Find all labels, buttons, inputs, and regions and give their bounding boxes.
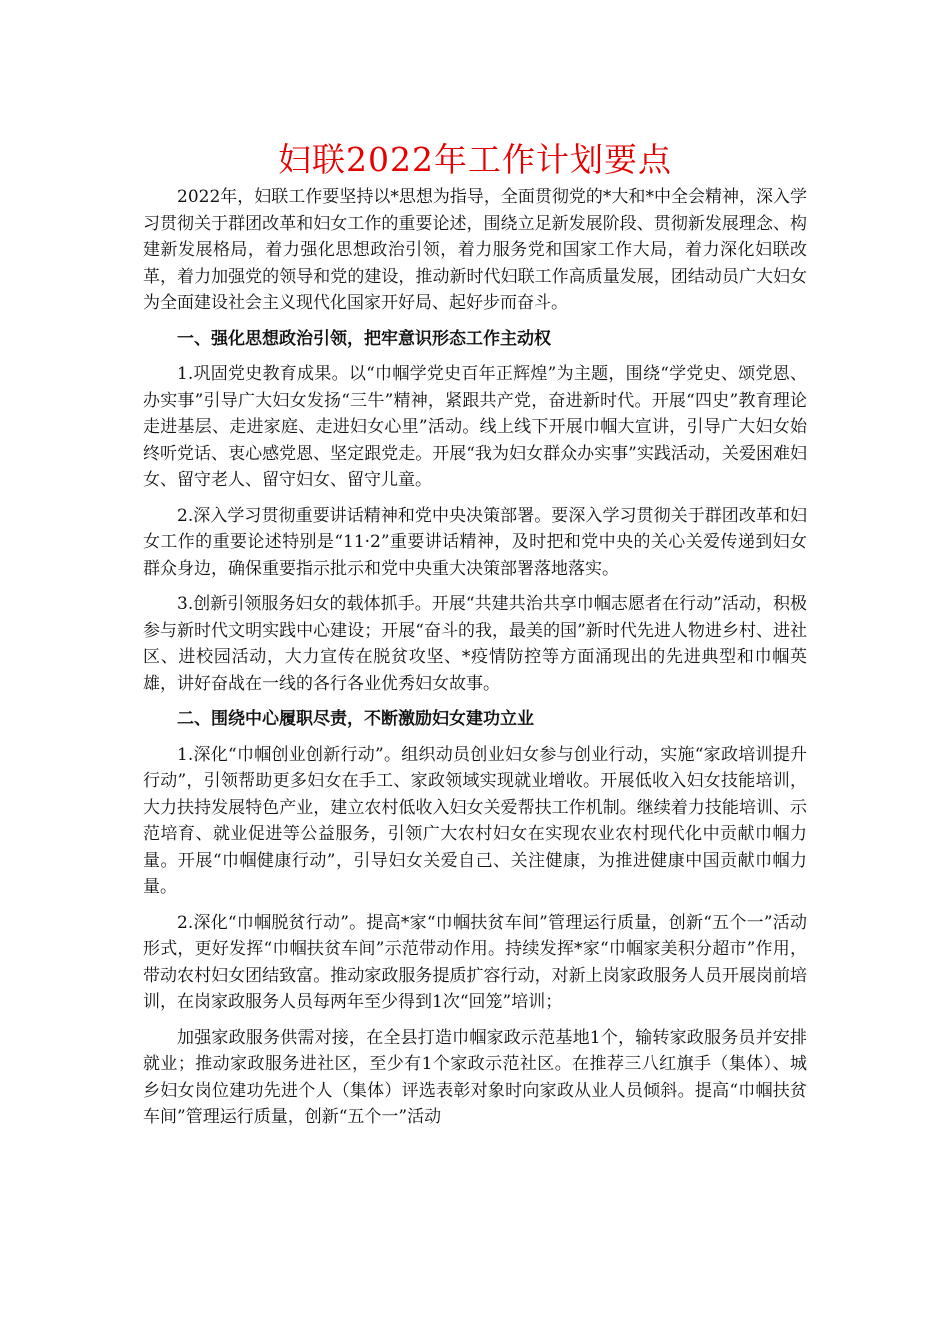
section1-item-2: 2.深入学习贯彻重要讲话精神和党中央决策部署。要深入学习贯彻关于群团改革和妇女工作的重要论述特别是“11·2”重要讲话精神，及时把和党中央的关心关爱传递到妇女群众身边，确保重要指示批示和党中央重大决策部署落地落实。 — [143, 505, 807, 579]
document-body — [143, 184, 807, 1140]
section-heading-2: 二、围绕中心履职尽责，不断激励妇女建功立业 — [177, 709, 534, 729]
section1-item-3: 3.创新引领服务妇女的载体抓手。开展“共建共治共享巾帼志愿者在行动”活动，积极参与新时代文明实践中心建设；开展“奋斗的我，最美的国”新时代先进人物进乡村、进社区、进校园活动，大力宣传在脱贫攻坚、*疫情防控等方面涌现出的先进典型和巾帼英雄，讲好奋战在一线的各行各业优秀妇女故事。 — [143, 594, 807, 694]
section2-item-3: 加强家政服务供需对接，在全县打造巾帼家政示范基地1个，输转家政服务员并安排就业；推动家政服务进社区，至少有1个家政示范社区。在推荐三八红旗手（集体）、城乡妇女岗位建功先进个人（集体）评选表彰对象时向家政从业人员倾斜。提高“巾帼扶贫车间”管理运行质量，创新“五个一”活动 — [143, 1027, 807, 1127]
section1-item-1: 1.巩固党史教育成果。以“巾帼学党史百年正辉煌”为主题，围绕“学党史、颂党恩、办实事”引导广大妇女发扬“三牛”精神，紧跟共产党，奋进新时代。开展“四史”教育理论走进基层、走进家庭、走进妇女心里”活动。线上线下开展巾帼大宣讲，引导广大妇女始终听党话、衷心感党恩、坚定跟党走。开展“我为妇女群众办实事”实践活动，关爱困难妇女、留守老人、留守妇女、留守儿童。 — [143, 364, 807, 490]
section-heading-1: 一、强化思想政治引领，把牢意识形态工作主动权 — [177, 328, 551, 349]
document-title: 妇联2022年工作计划要点 — [278, 140, 672, 179]
section2-item-2: 2.深化“巾帼脱贫行动”。提高*家“巾帼扶贫车间”管理运行质量，创新“五个一”活动形式，更好发挥“巾帼扶贫车间”示范带动作用。持续发挥*家“巾帼家美积分超市”作用，带动农村妇女团结致富。推动家政服务提质扩容行动，对新上岗家政服务人员开展岗前培训，在岗家政服务人员每两年至少得到1次“回笼”培训； — [143, 912, 807, 1012]
intro-paragraph: 2022年，妇联工作要坚持以*思想为指导，全面贯彻党的*大和*中全会精神，深入学习贯彻关于群团改革和妇女工作的重要论述，围绕立足新发展阶段、贯彻新发展理念、构建新发展格局，着力强化思想政治引领，着力服务党和国家工作大局，着力深化妇联改革，着力加强党的领导和党的建设，推动新时代妇联工作高质量发展，团结动员广大妇女为全面建设社会主义现代化国家开好局、起好步而奋斗。 — [143, 187, 807, 313]
section2-item-1: 1.深化“巾帼创业创新行动”。组织动员创业妇女参与创业行动，实施“家政培训提升行动”，引领帮助更多妇女在手工、家政领域实现就业增收。开展低收入妇女技能培训，大力扶持发展特色产业，建立农村低收入妇女关爱帮扶工作机制。继续着力技能培训、示范培育、就业促进等公益服务，引领广大农村妇女在实现农业农村现代化中贡献巾帼力量。开展“巾帼健康行动”，引导妇女关爱自己、关注健康，为推进健康中国贡献巾帼力量。 — [143, 744, 807, 897]
